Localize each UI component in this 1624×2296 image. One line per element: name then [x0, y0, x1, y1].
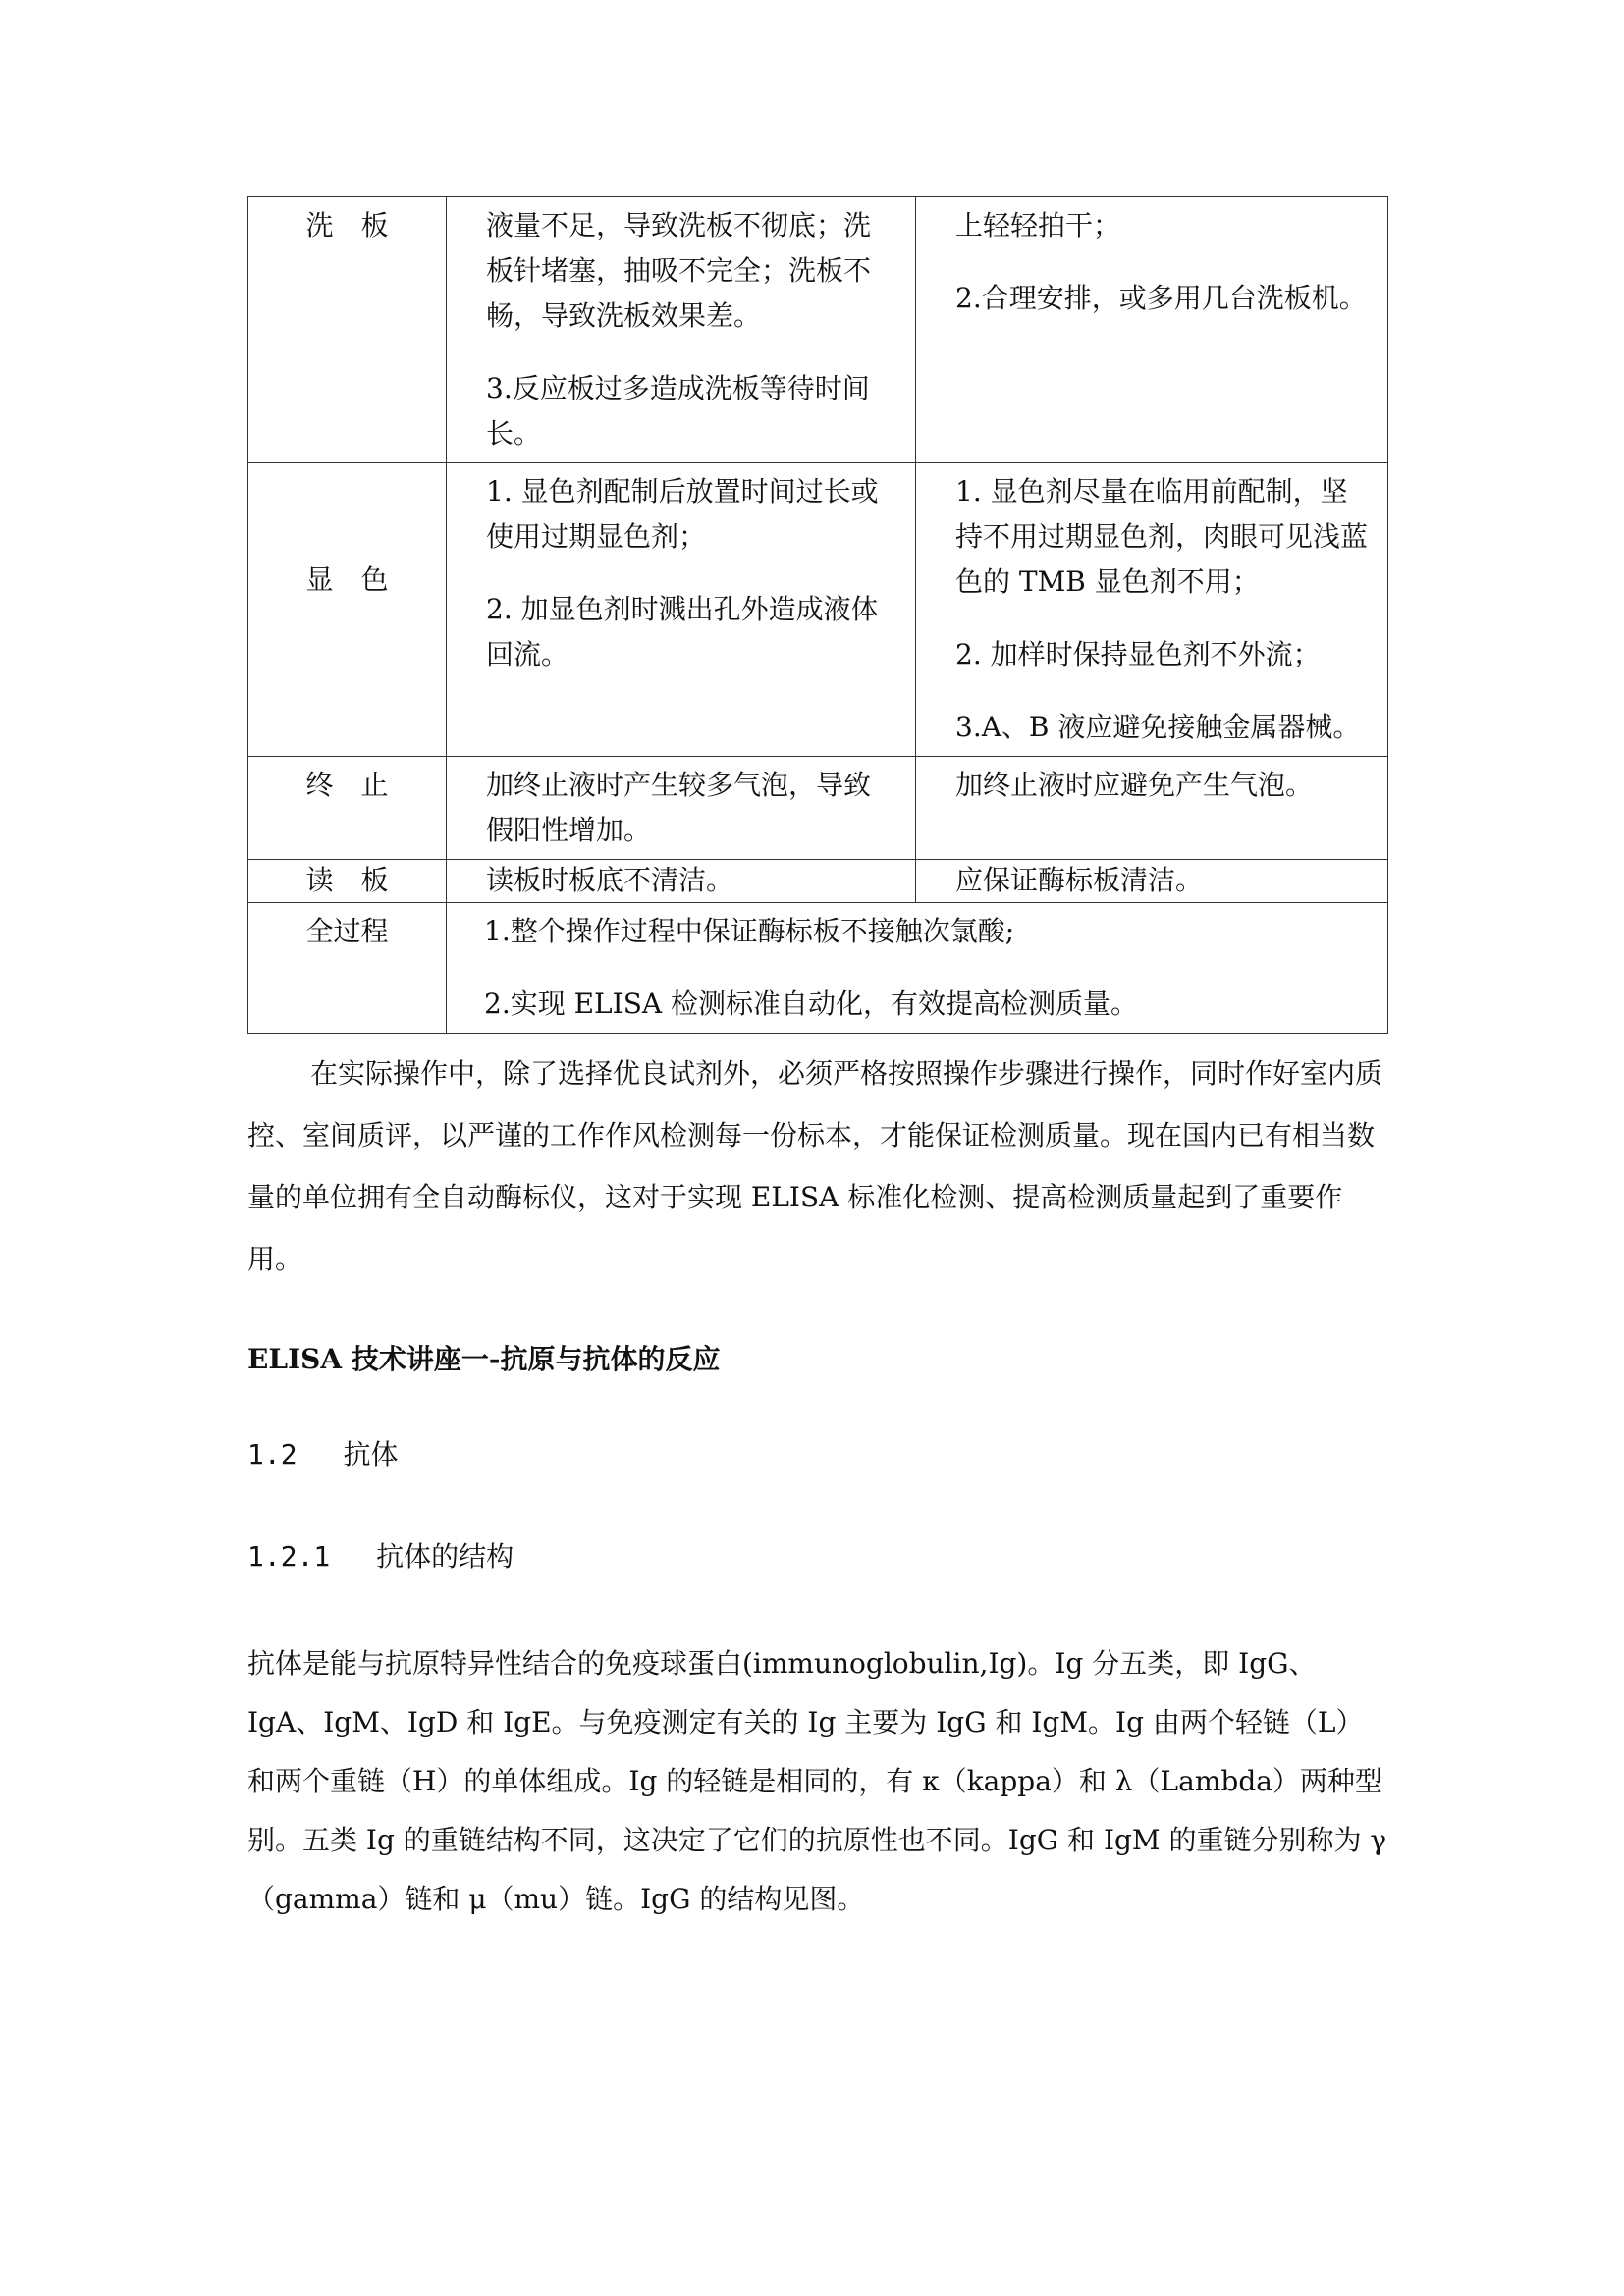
lecture-heading: ELISA 技术讲座一-抗原与抗体的反应 [247, 1343, 721, 1375]
step-cell: 读 板 [248, 860, 447, 903]
paragraph: 在实际操作中，除了选择优良试剂外，必须严格按照操作步骤进行操作，同时作好室内质控、室间质评，以严谨的工作作风检测每一份标本，才能保证检测质量。现在国内已有相当数量的单位拥有全自动酶标仪，这对于实现 ELISA 标准化检测、提高检测质量起到了重要作用。 [247, 1057, 1383, 1275]
solution-cell: 上轻轻拍干； 2.合理安排，或多用几台洗板机。 [916, 197, 1388, 463]
problem-cell: 1. 显色剂配制后放置时间过长或使用过期显色剂； 2. 加显色剂时溅出孔外造成液体回流。 [447, 463, 916, 757]
section-number: 1.2 [247, 1438, 298, 1470]
solution-cell: 应保证酶标板清洁。 [916, 860, 1388, 903]
section-title: 抗体的结构 [376, 1540, 514, 1573]
troubleshooting-table [247, 196, 1388, 1034]
table-row [248, 757, 1388, 860]
merged-cell: 1.整个操作过程中保证酶标板不接触次氯酸; 2.实现 ELISA 检测标准自动化，有效提高检测质量。 [447, 903, 1388, 1034]
table-row [248, 197, 1388, 463]
problem-cell: 读板时板底不清洁。 [447, 860, 916, 903]
table-row [248, 463, 1388, 757]
table-row [248, 903, 1388, 1034]
table-row [248, 860, 1388, 903]
subsection-heading [247, 1535, 514, 1575]
step-cell: 终 止 [248, 757, 447, 860]
problem-cell: 液量不足，导致洗板不彻底；洗板针堵塞，抽吸不完全；洗板不畅，导致洗板效果差。 3.反应板过多造成洗板等待时间长。 [447, 197, 916, 463]
solution-cell: 加终止液时应避免产生气泡。 [916, 757, 1388, 860]
section-number: 1.2.1 [247, 1540, 331, 1573]
section-heading [247, 1433, 398, 1472]
paragraph: 抗体是能与抗原特异性结合的免疫球蛋白(immunoglobulin,Ig)。Ig 分五类，即 IgG、IgA、IgM、IgD 和 IgE。与免疫测定有关的 Ig 主要为 IgG 和 IgM。Ig 由两个轻链（L）和两个重链（H）的单体组成。Ig 的轻链是相同的，有 κ（kappa）和 λ（Lambda）两种型别。五类 Ig 的重链结构不同，这决定了它们的抗原性也不同。IgG 和 IgM 的重链分别称为 γ（gamma）链和 μ（mu）链。IgG 的结构见图。 [247, 1647, 1387, 1915]
step-cell: 洗 板 [248, 197, 447, 463]
step-cell: 全过程 [248, 903, 447, 1034]
problem-cell: 加终止液时产生较多气泡，导致假阳性增加。 [447, 757, 916, 860]
solution-cell: 1. 显色剂尽量在临用前配制，坚持不用过期显色剂，肉眼可见浅蓝色的 TMB 显色剂不用； 2. 加样时保持显色剂不外流； 3.A、B 液应避免接触金属器械。 [916, 463, 1388, 757]
section-title: 抗体 [343, 1438, 399, 1470]
step-cell: 显 色 [248, 463, 447, 757]
